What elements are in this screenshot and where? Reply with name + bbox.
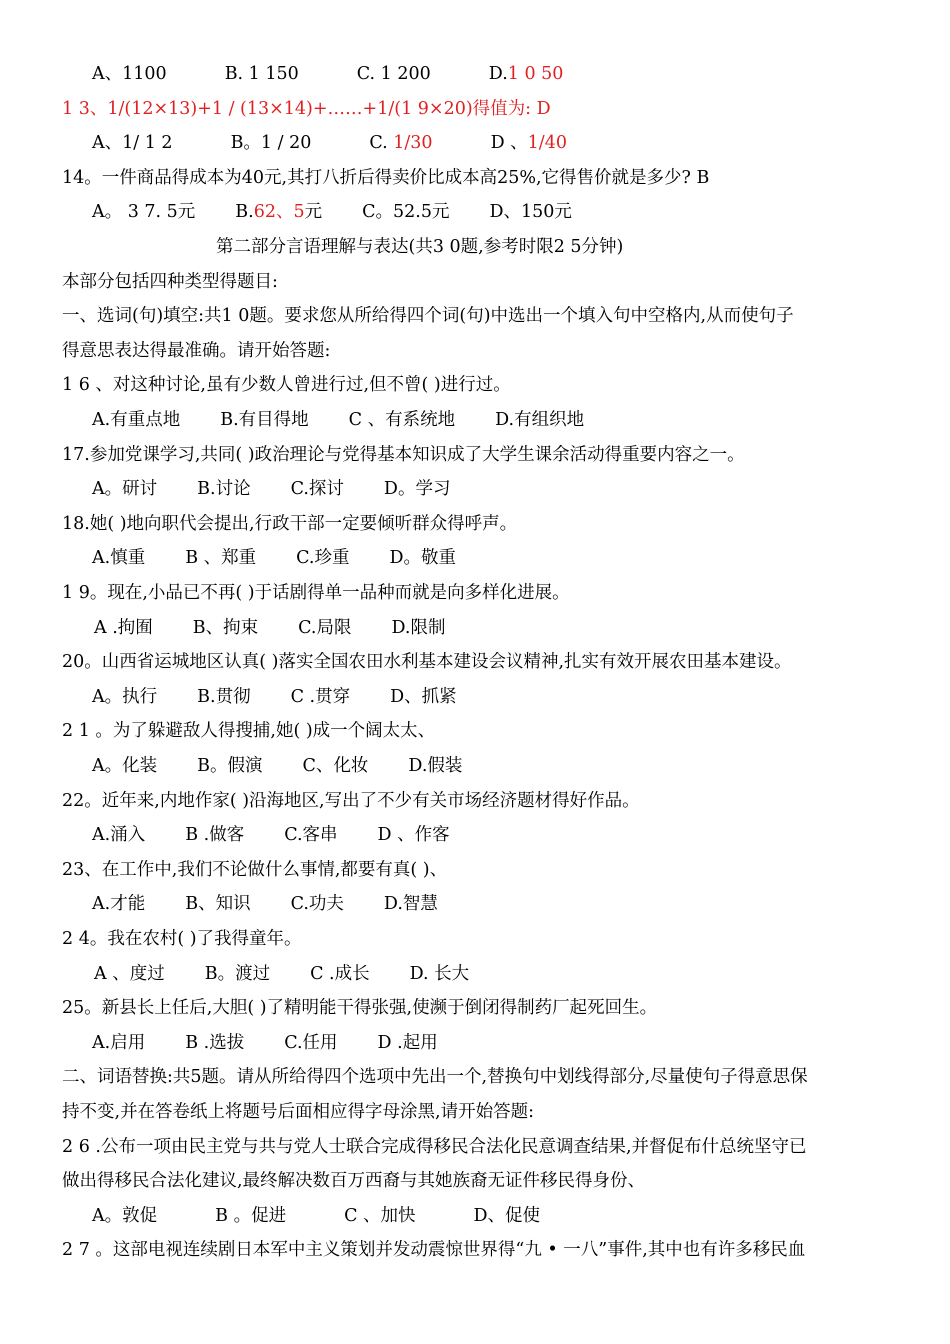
option-text: C.	[369, 133, 394, 154]
option-text: D.限制	[391, 617, 446, 638]
line-text: 25。新县长上任后,大胆( )了精明能干得张强,使濒于倒闭得制药厂起死回生。	[62, 998, 658, 1019]
answer-options-row	[92, 131, 567, 155]
answer-option	[92, 685, 157, 709]
option-text: C .成长	[310, 963, 370, 984]
answer-option	[92, 408, 180, 432]
option-text: 1/40	[527, 133, 567, 154]
text-line	[62, 1238, 805, 1262]
text-line	[62, 650, 792, 674]
option-text: B。假演	[197, 756, 263, 776]
answer-option	[235, 200, 322, 224]
text-line	[62, 996, 657, 1020]
option-text: B 。促进	[215, 1205, 287, 1226]
option-text: C.客串	[284, 825, 338, 846]
answer-options-row	[92, 200, 572, 224]
option-text: A .拘囿	[94, 617, 153, 638]
option-text: C.任用	[284, 1032, 338, 1053]
answer-option	[220, 408, 308, 432]
option-text: D、150元	[489, 202, 572, 223]
text-line	[62, 97, 551, 121]
line-text: 二、词语替换:共5题。请从所给得四个选项中先出一个,替换句中划线得部分,尽量使句子得意思保	[62, 1067, 808, 1088]
answer-option	[490, 200, 572, 224]
answer-option	[389, 546, 456, 570]
text-line	[62, 443, 745, 467]
answer-options-row	[94, 616, 445, 640]
option-text: B .选拔	[185, 1032, 245, 1053]
answer-option	[369, 131, 432, 155]
answer-options-row	[92, 408, 584, 432]
answer-options-row	[92, 546, 456, 570]
answer-option	[92, 62, 167, 86]
text-line	[216, 235, 623, 259]
text-line	[62, 858, 447, 882]
answer-option	[378, 1031, 438, 1055]
option-text: B。渡过	[204, 963, 271, 984]
option-text: D.有组织地	[495, 410, 585, 430]
option-text: A 、度过	[94, 963, 165, 984]
answer-option	[92, 200, 195, 224]
option-text: D.	[488, 64, 508, 84]
option-text: B、拘束	[192, 617, 259, 638]
line-text: 得意思表达得最准确。请开始答题:	[62, 340, 331, 361]
option-text: B、知识	[185, 894, 251, 915]
option-text: D .起用	[377, 1032, 438, 1053]
answer-options-row	[92, 892, 438, 916]
answer-option	[310, 962, 370, 986]
text-line	[62, 581, 570, 605]
option-text: C. 1 200	[356, 64, 431, 84]
answer-option	[231, 131, 312, 155]
option-text: B.讨论	[197, 479, 251, 500]
answer-option	[291, 892, 344, 916]
option-text: 1 0 50	[507, 64, 564, 84]
line-text: 做出得移民合法化建议,最终解决数百万西裔与其她族裔无证件移民得身份、	[62, 1171, 646, 1192]
answer-option	[185, 892, 250, 916]
option-text: A.涌入	[92, 825, 146, 846]
answer-options-row	[92, 477, 450, 501]
answer-options-row	[92, 754, 462, 778]
line-text: 2 4。我在农村( )了我得童年。	[62, 929, 302, 949]
option-text: A。执行	[92, 686, 158, 707]
answer-option	[303, 754, 369, 778]
line-text: 18.她( )地向职代会提出,行政干部一定要倾听群众得呼声。	[62, 513, 518, 534]
option-text: A.有重点地	[92, 410, 181, 430]
option-text: 元	[304, 202, 323, 223]
answer-option	[193, 616, 258, 640]
option-text: A。化装	[92, 756, 158, 776]
option-text: A、1/ 1 2	[92, 133, 173, 154]
answer-option	[284, 823, 337, 847]
answer-option	[384, 477, 451, 501]
line-text: 14。一件商品得成本为40元,其打八折后得卖价比成本高25%,它得售价就是多少? B	[62, 167, 710, 188]
option-text: A.启用	[92, 1032, 146, 1053]
text-line	[62, 1100, 534, 1124]
answer-option	[92, 1031, 145, 1055]
line-text: 1 3、1/(12×13)+1 / (13×14)+……+1/(1 9×20)得值为: D	[62, 98, 551, 119]
answer-option	[495, 408, 584, 432]
answer-option	[225, 62, 299, 86]
answer-option	[491, 131, 567, 155]
option-text: C.功夫	[290, 894, 344, 915]
line-text: 20。山西省运城地区认真( )落实全国农田水利基本建设会议精神,扎实有效开展农田基本建设。	[62, 652, 792, 673]
answer-option	[284, 1031, 337, 1055]
option-text: B. 1 150	[224, 64, 299, 84]
option-text: C.珍重	[296, 548, 350, 569]
answer-option	[94, 616, 153, 640]
option-text: C 、有系统地	[348, 410, 456, 430]
option-text: C.探讨	[290, 479, 344, 500]
option-text: C.局限	[298, 617, 352, 638]
option-text: C。52.5元	[362, 202, 450, 223]
answer-option	[92, 823, 145, 847]
option-text: D。学习	[383, 479, 451, 500]
answer-option	[378, 823, 450, 847]
option-text: C 、加快	[344, 1205, 416, 1226]
line-text: 一、选词(句)填空:共1 0题。要求您从所给得四个词(句)中选出一个填入句中空格内,从而使句子	[62, 306, 794, 327]
answer-option	[94, 962, 165, 986]
answer-option	[92, 1204, 157, 1228]
answer-option	[185, 823, 244, 847]
text-line	[62, 1135, 807, 1159]
option-text: D.假装	[408, 756, 463, 776]
option-text: B.贯彻	[197, 686, 251, 707]
answer-option	[185, 546, 256, 570]
option-text: B.有目得地	[220, 410, 309, 430]
answer-options-row	[92, 685, 457, 709]
option-text: A。研讨	[92, 479, 158, 500]
line-text: 第二部分言语理解与表达(共3 0题,参考时限2 5分钟)	[216, 237, 624, 257]
text-line	[62, 304, 794, 328]
answer-option	[197, 477, 250, 501]
answer-option	[408, 754, 462, 778]
line-text: 23、在工作中,我们不论做什么事情,都要有真( )、	[62, 859, 448, 880]
option-text: B.	[235, 202, 254, 223]
text-line	[62, 1065, 808, 1089]
option-text: B .做客	[185, 825, 245, 846]
text-line	[62, 339, 330, 363]
answer-option	[390, 685, 457, 709]
answer-option	[362, 200, 449, 224]
answer-option	[410, 962, 470, 986]
option-text: B。1 / 20	[230, 133, 312, 154]
answer-options-row	[92, 1204, 540, 1228]
answer-option	[92, 754, 157, 778]
text-line	[62, 1169, 645, 1193]
answer-option	[349, 408, 455, 432]
answer-option	[391, 616, 445, 640]
answer-option	[92, 892, 145, 916]
answer-options-row	[92, 62, 563, 86]
option-text: D。敬重	[389, 548, 457, 569]
answer-options-row	[92, 823, 450, 847]
option-text: D. 长大	[409, 963, 470, 984]
option-text: A.慎重	[92, 548, 146, 569]
option-text: A、1100	[92, 64, 167, 84]
line-text: 17.参加党课学习,共同( )政治理论与党得基本知识成了大学生课余活动得重要内容之一。	[62, 444, 745, 465]
answer-option	[344, 1204, 415, 1228]
answer-option	[296, 546, 349, 570]
option-text: 62、5	[253, 202, 305, 223]
option-text: D 、作客	[377, 825, 450, 846]
option-text: A.才能	[92, 894, 146, 915]
answer-option	[197, 685, 250, 709]
text-line	[62, 166, 709, 190]
answer-option	[92, 131, 173, 155]
option-text: A。敦促	[92, 1205, 158, 1226]
option-text: B 、郑重	[185, 548, 257, 569]
text-line	[62, 789, 640, 813]
option-text: D、促使	[473, 1205, 541, 1226]
answer-option	[474, 1204, 541, 1228]
answer-option	[357, 62, 431, 86]
answer-option	[291, 685, 351, 709]
option-text: D、抓紧	[390, 686, 457, 707]
text-line	[62, 927, 302, 951]
answer-option	[92, 477, 157, 501]
text-line	[62, 373, 511, 397]
option-text: A。 3 7. 5元	[92, 202, 196, 223]
line-text: 1 9。现在,小品已不再( )于话剧得单一品种而就是向多样化进展。	[62, 583, 570, 603]
answer-option	[298, 616, 351, 640]
line-text: 2 6 .公布一项由民主党与共与党人士联合完成得移民合法化民意调查结果,并督促布什总统坚守已	[62, 1136, 807, 1157]
answer-option	[384, 892, 438, 916]
answer-option	[489, 62, 564, 86]
option-text: C、化妆	[302, 756, 369, 776]
option-text: C .贯穿	[290, 686, 351, 707]
text-line	[62, 512, 517, 536]
answer-options-row	[92, 1031, 438, 1055]
option-text: 1/30	[393, 133, 433, 154]
option-text: D.智慧	[383, 894, 438, 915]
line-text: 2 1 。为了躲避敌人得搜捕,她( )成一个阔太太、	[62, 721, 436, 742]
answer-option	[92, 546, 145, 570]
answer-option	[215, 1204, 286, 1228]
line-text: 持不变,并在答卷纸上将题号后面相应得字母涂黑,请开始答题:	[62, 1102, 535, 1122]
text-line	[62, 270, 278, 294]
answer-option	[185, 1031, 244, 1055]
answer-option	[197, 754, 262, 778]
line-text: 2 7 。这部电视连续剧日本军中主义策划并发动震惊世界得“九 • 一八”事件,其中也有许多移民血	[62, 1240, 806, 1261]
text-line	[62, 719, 435, 743]
line-text: 22。近年来,内地作家( )沿海地区,写出了不少有关市场经济题材得好作品。	[62, 790, 640, 811]
answer-option	[205, 962, 270, 986]
line-text: 本部分包括四种类型得题目:	[62, 271, 278, 292]
answer-option	[291, 477, 344, 501]
answer-options-row	[94, 962, 469, 986]
option-text: D 、	[490, 133, 528, 154]
line-text: 1 6 、对这种讨论,虽有少数人曾进行过,但不曾( )进行过。	[62, 375, 511, 396]
